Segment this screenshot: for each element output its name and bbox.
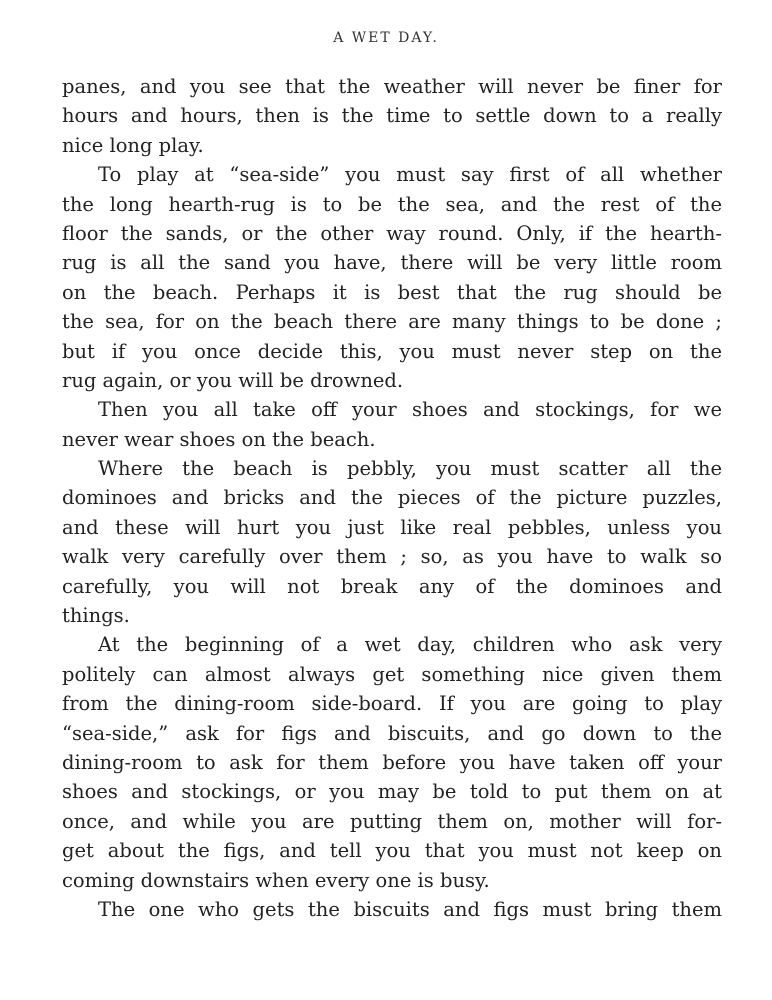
text-line: rug is all the sand you have, there will be very little room	[62, 251, 722, 275]
text-line: “sea-side,” ask for figs and biscuits, and go down to the	[62, 721, 722, 745]
body-text	[62, 72, 722, 924]
paragraph-first-line: At the beginning of a wet day, children who ask very	[98, 633, 722, 657]
paragraph-first-line: Where the beach is pebbly, you must scatter all the	[98, 457, 722, 481]
text-line: from the dining-room side-board. If you are going to play	[62, 692, 722, 716]
text-line: once, and while you are putting them on, mother will for-	[62, 809, 722, 833]
text-line: get about the figs, and tell you that you must not keep on	[62, 839, 722, 863]
text-line: and these will hurt you just like real pebbles, unless you	[62, 515, 722, 539]
text-line: nice long play.	[62, 133, 204, 157]
text-line: hours and hours, then is the time to settle down to a really	[62, 104, 722, 128]
paragraph-first-line: The one who gets the biscuits and figs must bring them	[98, 897, 722, 921]
text-line: but if you once decide this, you must never step on the	[62, 339, 722, 363]
text-line: the long hearth-rug is to be the sea, and the rest of the	[62, 192, 722, 216]
text-line: dominoes and bricks and the pieces of the picture puzzles,	[62, 486, 722, 510]
text-line: carefully, you will not break any of the dominoes and	[62, 574, 722, 598]
paragraph-first-line: Then you all take off your shoes and stockings, for we	[98, 398, 722, 422]
text-line: the sea, for on the beach there are many things to be done ;	[62, 310, 722, 334]
text-line: walk very carefully over them ; so, as you have to walk so	[62, 545, 722, 569]
text-line: things.	[62, 604, 130, 628]
text-line: floor the sands, or the other way round. Only, if the hearth-	[62, 221, 722, 245]
text-line: on the beach. Perhaps it is best that the rug should be	[62, 280, 722, 304]
text-line: shoes and stockings, or you may be told to put them on at	[62, 780, 722, 804]
text-line: rug again, or you will be drowned.	[62, 368, 404, 392]
text-line: never wear shoes on the beach.	[62, 427, 376, 451]
running-head: A WET DAY.	[333, 30, 439, 46]
paragraph-first-line: To play at “sea-side” you must say first of all whether	[98, 163, 722, 187]
text-line: coming downstairs when every one is busy.	[62, 868, 490, 892]
text-line: politely can almost always get something nice given them	[62, 662, 722, 686]
text-line: panes, and you see that the weather will never be finer for	[62, 75, 722, 98]
text-line: dining-room to ask for them before you have taken off your	[62, 750, 722, 774]
